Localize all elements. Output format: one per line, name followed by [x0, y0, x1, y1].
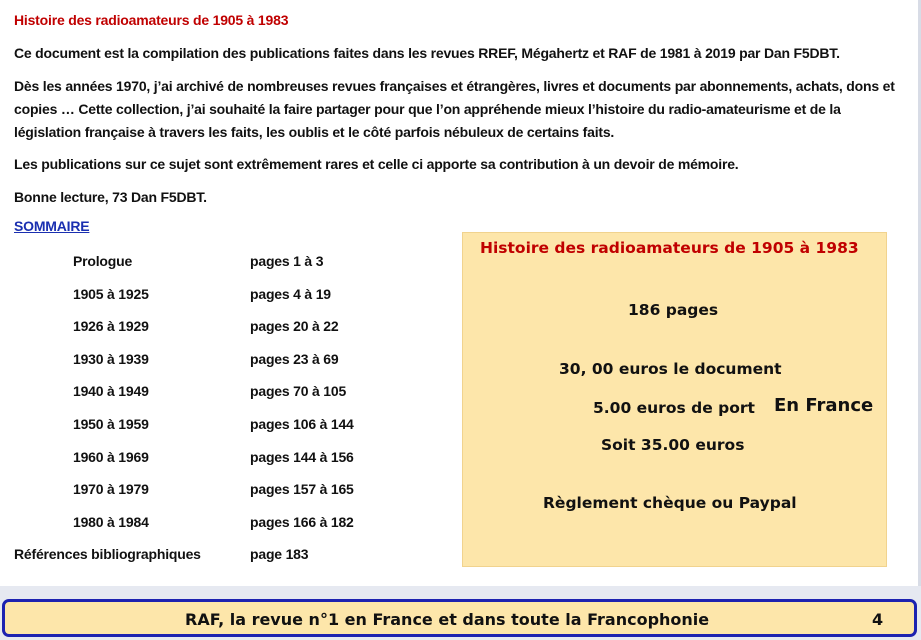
toc-label: 1905 à 1925 [73, 286, 149, 302]
toc-row [0, 449, 460, 471]
toc-row [0, 546, 460, 568]
toc-pages: pages 20 à 22 [250, 318, 339, 334]
toc-label: 1960 à 1969 [73, 449, 149, 465]
toc-pages: pages 166 à 182 [250, 514, 354, 530]
toc-pages: pages 4 à 19 [250, 286, 331, 302]
promo-price: 30, 00 euros le document [559, 360, 782, 378]
toc-pages: pages 1 à 3 [250, 253, 324, 269]
toc-label: 1930 à 1939 [73, 351, 149, 367]
toc-pages: pages 157 à 165 [250, 481, 354, 497]
promo-shipping: 5.00 euros de port [593, 399, 755, 417]
page-number: 4 [872, 610, 884, 629]
toc-row [0, 416, 460, 438]
toc-label: Prologue [73, 253, 133, 269]
sommaire-link[interactable]: SOMMAIRE [14, 218, 90, 234]
toc-label: 1950 à 1959 [73, 416, 149, 432]
toc-row [0, 253, 460, 275]
toc-row [0, 481, 460, 503]
toc-label: Références bibliographiques [14, 546, 201, 562]
footer-text: RAF, la revue n°1 en France et dans toute la Francophonie [185, 610, 710, 629]
promo-payment: Règlement chèque ou Paypal [543, 494, 797, 512]
promo-box [462, 232, 887, 567]
toc-label: 1926 à 1929 [73, 318, 149, 334]
document-title: Histoire des radioamateurs de 1905 à 1983 [14, 12, 289, 28]
footer-banner [2, 599, 917, 637]
paragraph-signoff: Bonne lecture, 73 Dan F5DBT. [14, 189, 207, 205]
toc-row [0, 383, 460, 405]
toc-row [0, 351, 460, 373]
toc-row [0, 286, 460, 308]
toc-pages: page 183 [250, 546, 309, 562]
toc-row [0, 514, 460, 536]
toc-label: 1980 à 1984 [73, 514, 149, 530]
paragraph-intro: Ce document est la compilation des publications faites dans les revues RREF, Mégahertz et RAF de 1981 à 2019 par Dan F5DBT. [14, 45, 840, 61]
promo-title: Histoire des radioamateurs de 1905 à 1983 [480, 239, 859, 257]
promo-total: Soit 35.00 euros [601, 436, 745, 454]
paragraph-collection: Dès les années 1970, j’ai archivé de nombreuses revues françaises et étrangères, livres et documents par abonnements, achats, dons et copies … Cette collection, j’ai souhaité la faire partager pour que l’on appréhende mieux l’histoire du radio-amateurisme et de la législation française à travers les faits, les oublis et le côté parfois nébuleux de certains faits. [14, 78, 895, 140]
promo-page-count: 186 pages [628, 301, 719, 319]
toc-label: 1940 à 1949 [73, 383, 149, 399]
paragraph-memory: Les publications sur ce sujet sont extrêmement rares et celle ci apporte sa contribution à un devoir de mémoire. [14, 156, 739, 172]
toc-label: 1970 à 1979 [73, 481, 149, 497]
toc-pages: pages 70 à 105 [250, 383, 347, 399]
toc-pages: pages 23 à 69 [250, 351, 339, 367]
toc-row [0, 318, 460, 340]
promo-shipping-note: En France [774, 395, 874, 416]
toc-pages: pages 144 à 156 [250, 449, 354, 465]
toc-pages: pages 106 à 144 [250, 416, 354, 432]
